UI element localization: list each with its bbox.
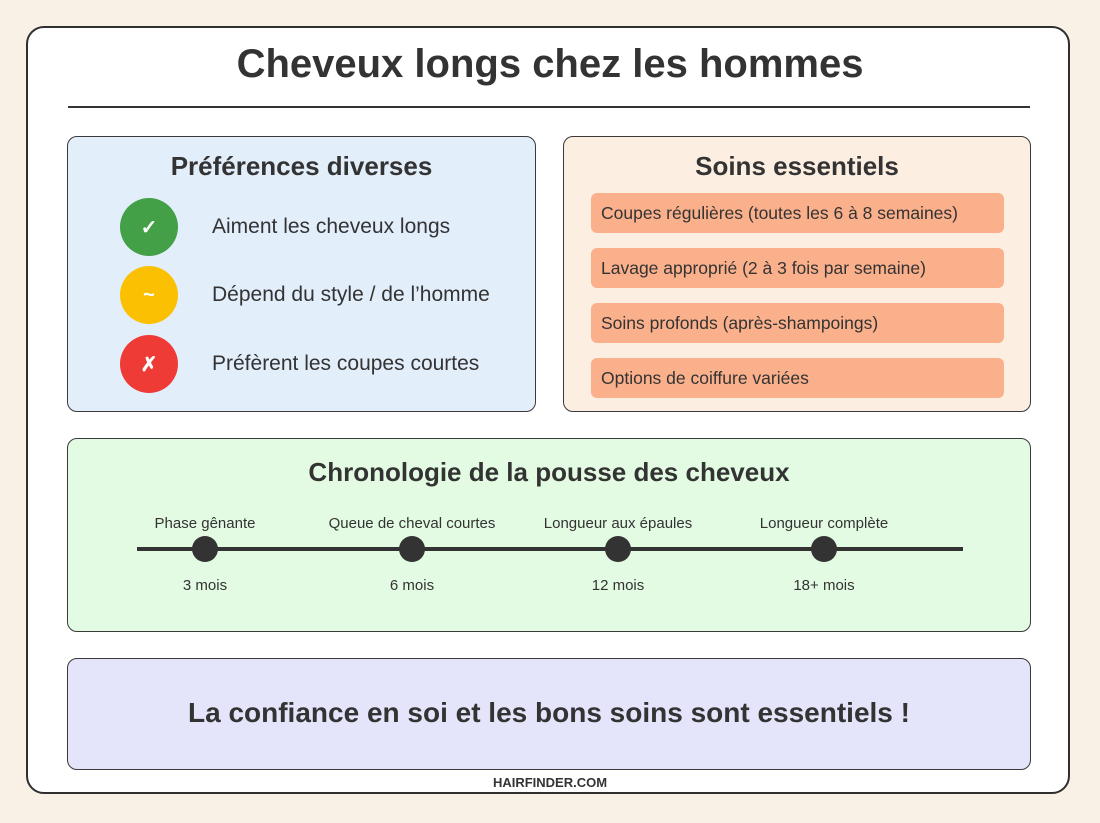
milestone-time: 6 mois [389, 577, 435, 594]
cross-icon: ✗ [120, 335, 178, 393]
preference-item-likes [120, 198, 450, 256]
preference-label: Aiment les cheveux longs [212, 215, 451, 238]
milestone-time: 12 mois [591, 577, 645, 594]
milestone-time: 3 mois [182, 577, 228, 594]
conclusion-panel [67, 658, 1031, 770]
timeline-panel [67, 438, 1031, 632]
check-icon: ✓ [120, 198, 178, 256]
care-item-styling: Options de coiffure variées [591, 358, 1004, 398]
milestone-marker [192, 536, 218, 562]
title-divider [68, 106, 1030, 108]
care-panel [563, 136, 1031, 412]
care-heading: Soins essentiels [695, 151, 899, 181]
page-title: Cheveux longs chez les hommes [236, 42, 864, 86]
timeline-graphic [68, 439, 1029, 630]
preference-label: Préfèrent les coupes courtes [212, 352, 480, 375]
milestone-time: 18+ mois [793, 577, 855, 594]
timeline-heading: Chronologie de la pousse des cheveux [308, 457, 790, 487]
preference-item-depends [120, 266, 490, 324]
milestone-marker [811, 536, 837, 562]
milestone-label: Phase gênante [154, 515, 256, 532]
milestone-label: Longueur complète [759, 515, 889, 532]
preference-item-short [120, 335, 479, 393]
milestone-marker [605, 536, 631, 562]
care-item-conditioning: Soins profonds (après-shampoings) [591, 303, 1004, 343]
preferences-heading: Préférences diverses [170, 151, 433, 181]
milestone-label: Longueur aux épaules [543, 515, 693, 532]
conclusion-text: La confiance en soi et les bons soins sont essentiels ! [188, 697, 910, 728]
preference-label: Dépend du style / de l’homme [212, 283, 490, 306]
tilde-icon: ~ [120, 266, 178, 324]
source-footer: HAIRFINDER.COM [492, 775, 608, 790]
care-item-haircuts: Coupes régulières (toutes les 6 à 8 semaines) [591, 193, 1004, 233]
milestone-marker [399, 536, 425, 562]
care-item-washing: Lavage approprié (2 à 3 fois par semaine) [591, 248, 1004, 288]
preferences-panel [67, 136, 536, 412]
milestone-label: Queue de cheval courtes [328, 515, 496, 532]
